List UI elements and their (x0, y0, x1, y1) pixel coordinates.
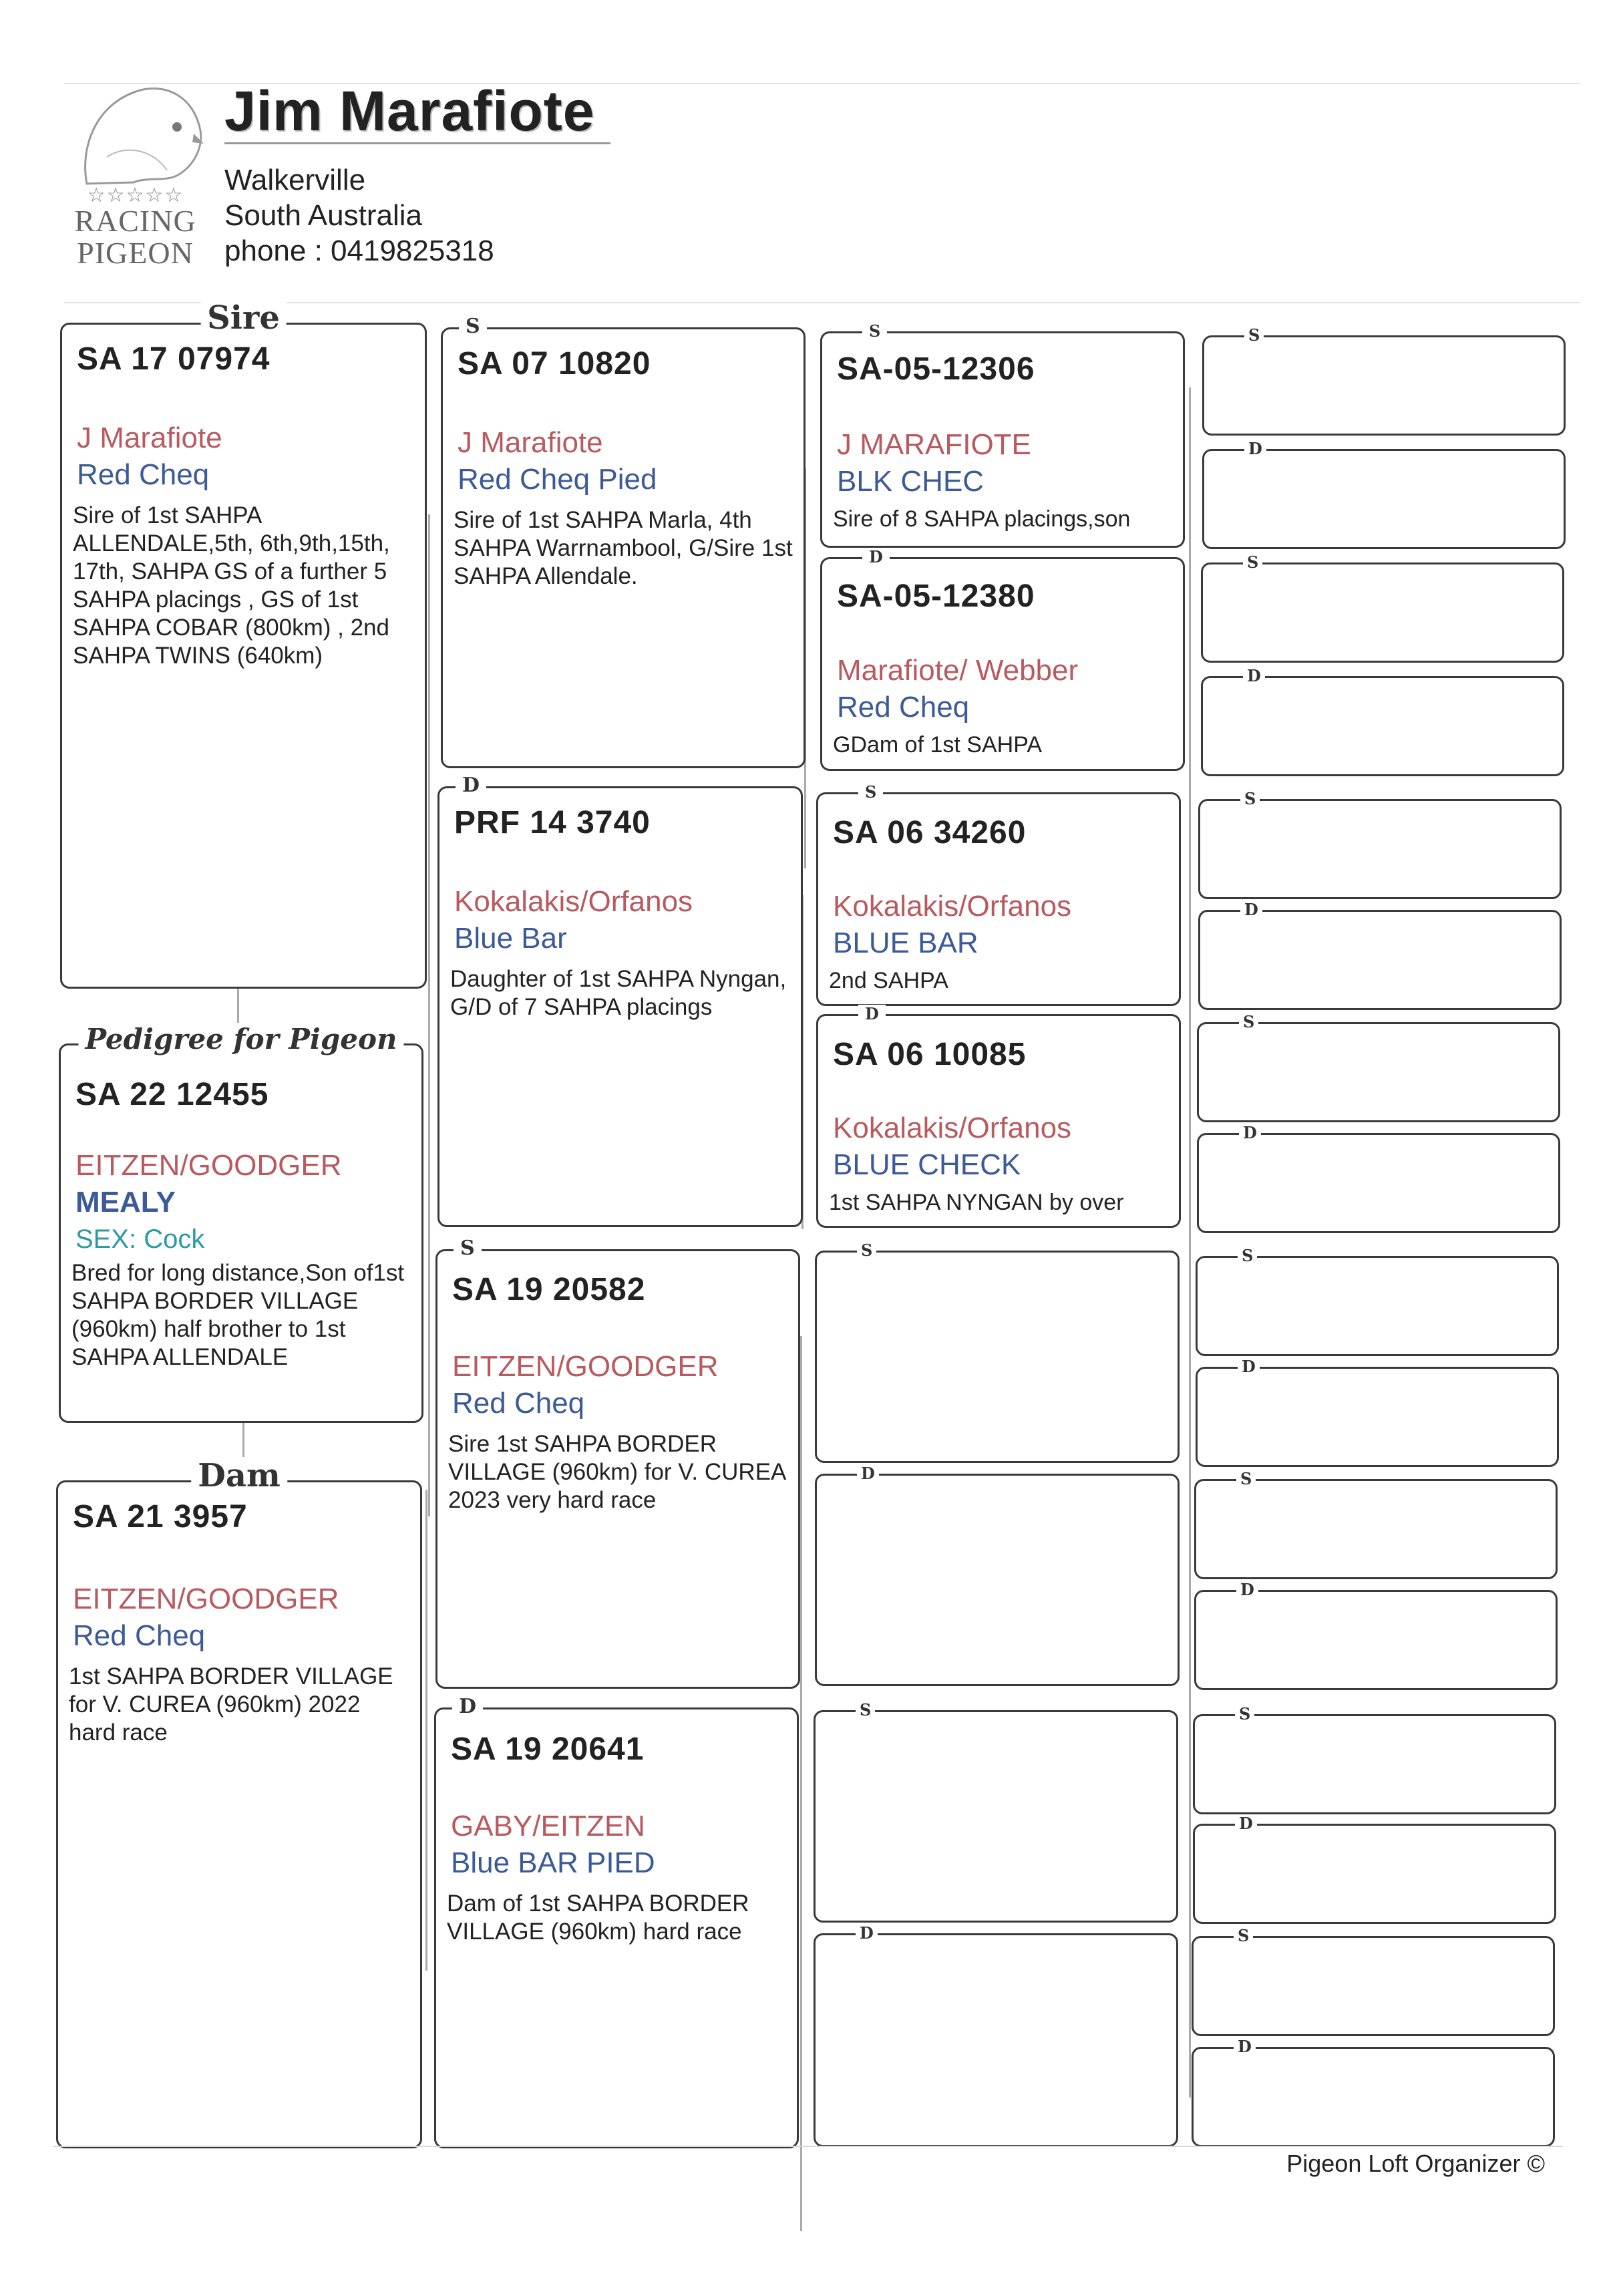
dam-label: Dam (191, 1457, 287, 1494)
gen5-box-11-s-label: S (1236, 1470, 1256, 1488)
gen5-box-12-d-label: D (1236, 1581, 1258, 1599)
pedigree-for-label: Pedigree for Pigeon (78, 1023, 403, 1056)
dam-card (56, 1457, 422, 2148)
sd-sire-notes: 2nd SAHPA (829, 968, 948, 993)
sire-sire-ring-number: SA 07 10820 (458, 346, 651, 381)
sd-dam-notes: 1st SAHPA NYNGAN by over (829, 1190, 1124, 1215)
sd-sire-s-label: S (858, 783, 883, 802)
owner-address-line1: Walkerville (224, 164, 366, 196)
gen5-box-10-d-label: D (1238, 1357, 1260, 1376)
subject-sex: SEX: Cock (75, 1224, 205, 1254)
gen5-box-5-s-label: S (1240, 790, 1260, 808)
gen5-box-7 (1197, 1012, 1560, 1122)
gen5-box-12 (1194, 1580, 1558, 1690)
gen5-box-14-d-label: D (1235, 1814, 1257, 1833)
dam-sire-notes: Sire 1st SAHPA BORDER VILLAGE (960km) for V. CUREA 2023 very hard race (448, 1431, 785, 1513)
sire-sire-card (441, 315, 806, 768)
sire-sire-s-label: S (459, 315, 487, 339)
sire-color: Red Cheq (77, 458, 210, 491)
ds-dam-d-label: D (857, 1464, 879, 1483)
dam-dam-ring-number: SA 19 20641 (451, 1732, 645, 1767)
ss-dam-d-label: D (862, 548, 890, 566)
header-rule (64, 302, 1580, 303)
dam-sire-color: Red Cheq (452, 1387, 585, 1420)
sd-dam-breeder: Kokalakis/Orfanos (833, 1112, 1072, 1144)
gen5-box-7-s-label: S (1239, 1013, 1258, 1031)
subject-card (59, 1023, 423, 1423)
dd-dam-card (814, 1923, 1178, 2147)
gen5-box-1-s-label: S (1244, 326, 1264, 345)
sire-dam-breeder: Kokalakis/Orfanos (454, 885, 693, 918)
gen5-box-6 (1198, 900, 1562, 1010)
gen5-box-4 (1201, 666, 1564, 776)
ds-sire-card (815, 1241, 1180, 1463)
dd-sire-s-label: S (856, 1701, 875, 1719)
gen5-box-2-d-label: D (1244, 440, 1266, 458)
gen5-box-4-d-label: D (1243, 667, 1265, 685)
gen5-box-2 (1202, 439, 1566, 549)
sire-sire-notes: Sire of 1st SAHPA Marla, 4th SAHPA Warrnambool, G/Sire 1st SAHPA Allendale. (454, 507, 793, 589)
sire-sire-breeder: J Marafiote (458, 426, 603, 459)
dam-notes: 1st SAHPA BORDER VILLAGE for V. CUREA (960km) 2022 hard race (69, 1663, 393, 1746)
gen5-box-1 (1202, 325, 1566, 436)
dam-sire-card (435, 1237, 800, 1689)
footer-rule (53, 2146, 1563, 2147)
dam-dam-d-label: D (452, 1695, 483, 1719)
ss-dam-breeder: Marafiote/ Webber (837, 654, 1079, 687)
gen5-box-11 (1194, 1469, 1558, 1579)
sire-dam-card (437, 774, 803, 1227)
racing-pigeon-logo (67, 77, 204, 271)
sd-dam-card (816, 1004, 1181, 1228)
ss-dam-notes: GDam of 1st SAHPA (833, 732, 1043, 758)
ss-sire-s-label: S (862, 322, 887, 341)
ds-sire-s-label: S (857, 1241, 876, 1260)
sire-label: Sire (200, 299, 287, 337)
ss-dam-ring-number: SA-05-12380 (837, 579, 1035, 614)
connector-gen2-upper (428, 514, 430, 1516)
gen5-box-8 (1197, 1123, 1560, 1233)
subject-breeder: EITZEN/GOODGER (75, 1149, 342, 1182)
sd-sire-breeder: Kokalakis/Orfanos (833, 890, 1072, 923)
gen5-box-3 (1201, 552, 1564, 663)
gen5-box-6-d-label: D (1240, 900, 1262, 919)
sire-dam-ring-number: PRF 14 3740 (454, 805, 651, 840)
footer-credit: Pigeon Loft Organizer © (1286, 2150, 1545, 2177)
sire-dam-color: Blue Bar (454, 922, 567, 955)
dam-sire-ring-number: SA 19 20582 (452, 1272, 646, 1307)
sd-sire-ring-number: SA 06 34260 (833, 815, 1027, 850)
ss-sire-color: BLK CHEC (837, 465, 985, 498)
dam-dam-breeder: GABY/EITZEN (451, 1810, 645, 1842)
sd-dam-ring-number: SA 06 10085 (833, 1037, 1027, 1072)
dd-sire-card (814, 1700, 1178, 1923)
owner-underline (224, 142, 610, 144)
subject-notes: Bred for long distance,Son of1st SAHPA BORDER VILLAGE (960km) half brother to 1st SAHPA ALLENDALE (71, 1260, 405, 1370)
owner-phone: phone : 0419825318 (224, 234, 494, 267)
logo-stars: ☆☆☆☆☆ (87, 184, 184, 206)
dam-dam-notes: Dam of 1st SAHPA BORDER VILLAGE (960km) hard race (447, 1891, 749, 1945)
owner-name: Jim Marafiote (224, 79, 595, 142)
subject-color: MEALY (75, 1186, 176, 1218)
ss-dam-color: Red Cheq (837, 691, 970, 723)
dd-dam-d-label: D (856, 1924, 878, 1943)
dam-color: Red Cheq (73, 1619, 206, 1652)
connector-gen4 (1189, 387, 1191, 2098)
dam-sire-s-label: S (454, 1237, 482, 1261)
sd-dam-color: BLUE CHECK (833, 1148, 1021, 1181)
sire-dam-d-label: D (456, 774, 486, 798)
subject-ring-number: SA 22 12455 (75, 1077, 269, 1112)
gen5-box-5 (1198, 789, 1562, 899)
dam-sire-breeder: EITZEN/GOODGER (452, 1350, 719, 1383)
sire-sire-color: Red Cheq Pied (458, 463, 657, 496)
logo-text-pigeon: PIGEON (77, 236, 194, 270)
pigeon-head-icon (67, 77, 204, 190)
ss-sire-breeder: J MARAFIOTE (837, 428, 1031, 461)
gen5-box-13 (1193, 1704, 1556, 1814)
dam-dam-color: Blue BAR PIED (451, 1846, 655, 1879)
dam-breeder: EITZEN/GOODGER (73, 1583, 339, 1615)
sire-breeder: J Marafiote (77, 422, 222, 454)
gen5-box-10 (1196, 1357, 1559, 1467)
gen5-box-15 (1192, 1926, 1555, 2036)
ss-dam-card (820, 547, 1185, 771)
gen5-box-8-d-label: D (1239, 1124, 1261, 1142)
sire-card (60, 299, 427, 989)
gen5-box-15-s-label: S (1234, 1927, 1253, 1945)
connector-gen2-lower (425, 1490, 427, 1971)
sire-dam-notes: Daughter of 1st SAHPA Nyngan, G/D of 7 SAHPA placings (450, 966, 787, 1020)
sire-ring-number: SA 17 07974 (77, 341, 271, 377)
sire-notes: Sire of 1st SAHPA ALLENDALE,5th, 6th,9th,15th, 17th, SAHPA GS of a further 5 SAHPA placings , GS of 1st SAHPA COBAR (800km) , 2nd SAHPA TWINS (640km) (73, 502, 390, 669)
gen5-box-16 (1192, 2037, 1555, 2147)
owner-address-line2: South Australia (224, 199, 422, 232)
ss-sire-notes: Sire of 8 SAHPA placings,son (833, 506, 1131, 532)
logo-text-racing: RACING (74, 204, 196, 238)
gen5-box-9-s-label: S (1238, 1247, 1257, 1265)
sd-sire-card (816, 782, 1181, 1006)
dam-dam-card (434, 1695, 799, 2148)
gen5-box-14 (1193, 1814, 1556, 1924)
sd-sire-color: BLUE BAR (833, 927, 978, 959)
ds-dam-card (815, 1464, 1180, 1686)
ss-sire-card (820, 321, 1185, 548)
sd-dam-d-label: D (858, 1005, 886, 1023)
ss-sire-ring-number: SA-05-12306 (837, 351, 1035, 387)
gen5-box-3-s-label: S (1243, 553, 1262, 572)
connector-gen3-c (800, 1336, 802, 2231)
dam-ring-number: SA 21 3957 (73, 1499, 248, 1534)
gen5-box-9 (1196, 1246, 1559, 1356)
gen5-box-16-d-label: D (1234, 2037, 1256, 2056)
gen5-box-13-s-label: S (1235, 1705, 1254, 1724)
